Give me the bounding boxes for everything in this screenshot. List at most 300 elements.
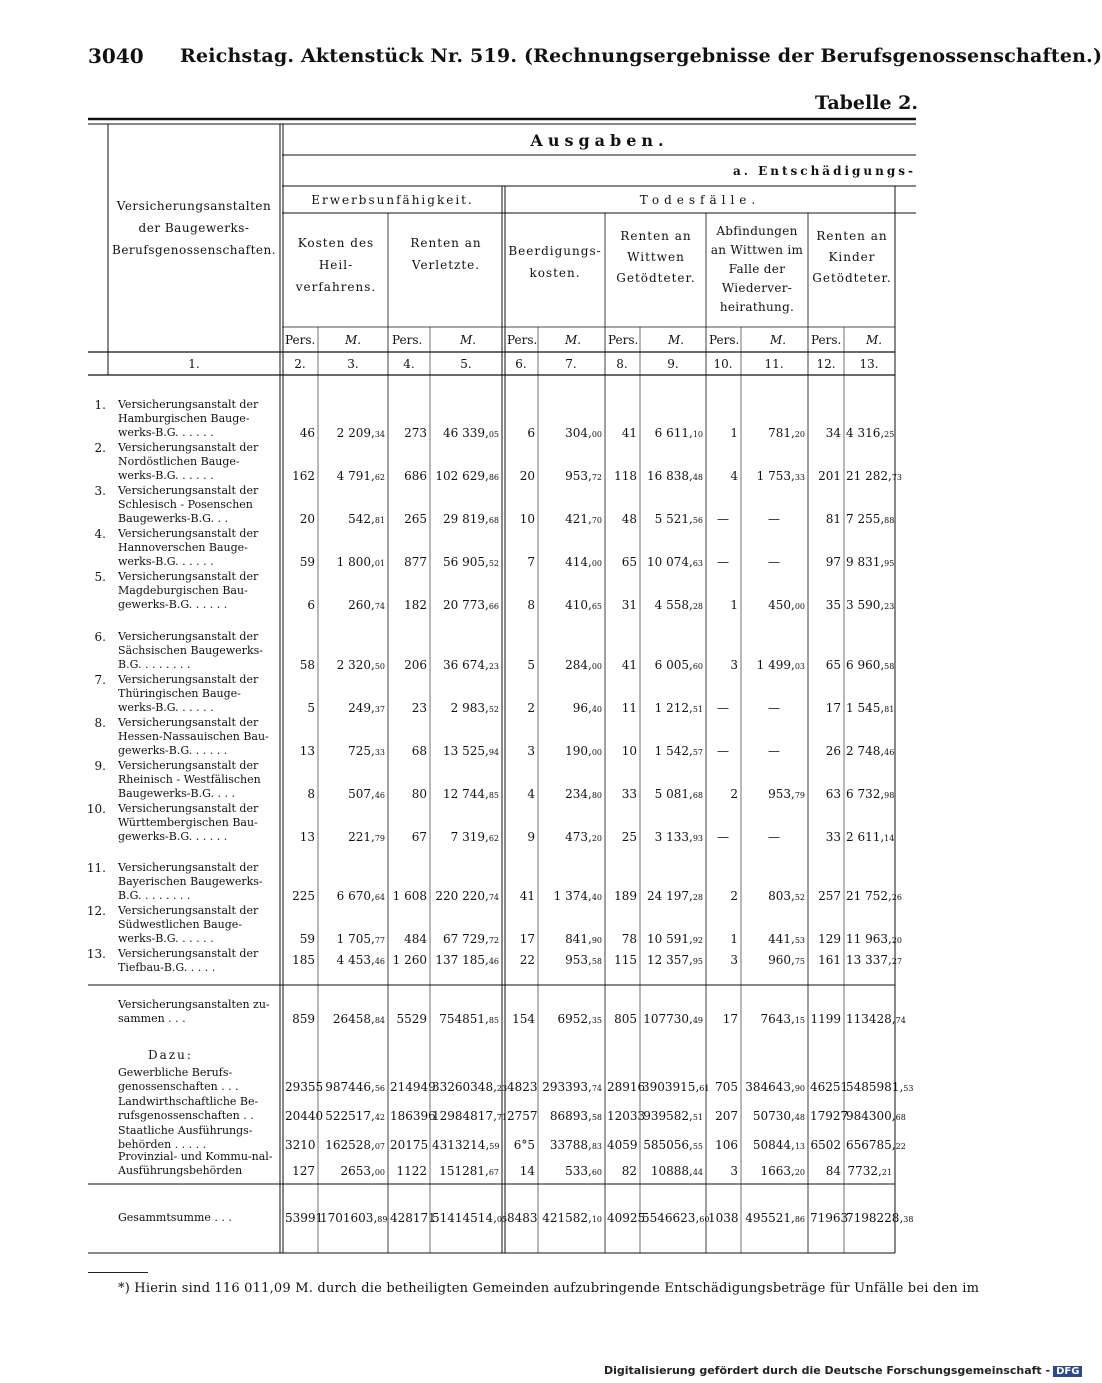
row-label: Versicherungsanstalt der Hessen-Nassauischen Bau-gewerks-B.G. . . . . . [118, 716, 269, 757]
table-row-cell: 1 705,77 [336, 932, 385, 946]
table-row-cell: 129 [818, 932, 841, 946]
total-row-cell: 17 [722, 1012, 738, 1026]
table-row-cell: 953,79 [768, 787, 805, 801]
dazu-row-cell: 86893,58 [549, 1109, 602, 1123]
footnote-rule [88, 1272, 148, 1273]
column-number: 9. [667, 357, 679, 371]
table-row-cell: 97 [825, 555, 841, 569]
table-row-cell: 8 [307, 787, 315, 801]
dazu-row-cell: 6°5 [513, 1138, 535, 1152]
table-row-cell: 1 [730, 426, 738, 440]
table-row-cell: 20 [519, 469, 535, 483]
table-row-cell: 686 [404, 469, 427, 483]
table-row-cell: 8 [527, 598, 535, 612]
grand-total-row-cell: 51414514,05 [432, 1211, 508, 1225]
grand-total-row-cell: 1701603,89 [320, 1211, 388, 1225]
unit-pers: Pers. [608, 333, 639, 347]
dazu-row-cell: 1663,20 [760, 1164, 805, 1178]
table-row-cell: 221,79 [348, 830, 385, 844]
table-row-cell: — [768, 555, 780, 569]
row-label: Gesammtsumme . . . [118, 1211, 232, 1224]
unit-mark: M. [866, 333, 883, 347]
dazu-row-cell: 7732,21 [847, 1164, 892, 1178]
grand-total-row-cell: 7198228,38 [846, 1211, 914, 1225]
table-row-cell: 725,33 [348, 744, 385, 758]
table-row-cell: 953,72 [565, 469, 602, 483]
table-row-cell: 4 453,46 [336, 953, 385, 967]
grand-total-row-cell: 428171 [390, 1211, 436, 1225]
table-row-cell: 225 [292, 889, 315, 903]
table-row-cell: 10 074,63 [647, 555, 703, 569]
table-row-cell: — [768, 512, 780, 526]
table-row-cell: 46 339,05 [443, 426, 499, 440]
dazu-row-cell: 17927 [810, 1109, 849, 1123]
grand-total-row-cell: 1038 [708, 1211, 739, 1225]
table-row-cell: 450,00 [768, 598, 805, 612]
table-row-cell: 20 [299, 512, 315, 526]
dazu-row-cell: 12033 [607, 1109, 646, 1123]
column-number: 11. [764, 357, 784, 371]
header-col-beerdigung: Beerdigungs-kosten. [508, 244, 602, 280]
table-row-cell: 78 [621, 932, 637, 946]
table-row-cell: 41 [621, 426, 637, 440]
table-row-cell: 542,81 [348, 512, 385, 526]
column-number: 6. [515, 357, 527, 371]
table-row-cell: 1 [730, 598, 738, 612]
header-col-abfindungen: Abfindungen an Wittwen im Falle der Wiederver-heirathung. [710, 224, 804, 314]
grand-total-row-cell: 53991 [285, 1211, 324, 1225]
row-label: Versicherungsanstalt der Thüringischen Bauge-werks-B.G. . . . . . [118, 673, 259, 714]
table-row-cell: 65 [825, 658, 841, 672]
table-row-cell: 22 [519, 953, 535, 967]
table-row-cell: — [717, 830, 729, 844]
table-row-cell: 410,65 [565, 598, 602, 612]
row-label: Versicherungsanstalt der Südwestlichen Bauge-werks-B.G. . . . . . [118, 904, 259, 945]
table-row-cell: 803,52 [768, 889, 805, 903]
credit-text: Digitalisierung gefördert durch die Deutsche Forschungsgemeinschaft - [604, 1364, 1051, 1377]
table-row-cell: 21 282,73 [846, 469, 902, 483]
table-row-cell: 234,80 [565, 787, 602, 801]
row-label: Versicherungsanstalt der Hamburgischen Bauge-werks-B.G. . . . . . [118, 398, 259, 439]
table-row-cell: 63 [825, 787, 841, 801]
dazu-row-cell: 46251 [810, 1080, 849, 1094]
table-row-cell: 473,20 [565, 830, 602, 844]
table-row-cell: 781,20 [768, 426, 805, 440]
table-row-cell: 2 209,34 [336, 426, 385, 440]
row-index: 13. [86, 947, 106, 961]
table-row-cell: — [717, 701, 729, 715]
dazu-row-cell: 4059 [607, 1138, 638, 1152]
table-row-cell: 7 255,88 [846, 512, 895, 526]
table-row-cell: 249,37 [348, 701, 385, 715]
table-row-cell: 2 320,50 [336, 658, 385, 672]
table-row-cell: 13 [299, 830, 315, 844]
column-number: 7. [565, 357, 577, 371]
dazu-row-cell: 384643,90 [745, 1080, 805, 1094]
table-row-cell: 189 [614, 889, 637, 903]
dazu-row-cell: 29355 [285, 1080, 324, 1094]
table-row-cell: 4 791,62 [336, 469, 385, 483]
total-row-cell: 154 [512, 1012, 535, 1026]
table-row-cell: 206 [404, 658, 427, 672]
unit-pers: Pers. [392, 333, 423, 347]
table-row-cell: 3 133,93 [654, 830, 703, 844]
table-row-cell: 68 [411, 744, 427, 758]
table-row-cell: 58 [299, 658, 315, 672]
table-row-cell: 260,74 [348, 598, 385, 612]
table-row-cell: 12 357,95 [647, 953, 703, 967]
row-label: Versicherungsanstalt der Württembergischen Bau-gewerks-B.G. . . . . . [118, 802, 259, 843]
unit-mark: M. [565, 333, 582, 347]
dazu-row-cell: 585056,55 [643, 1138, 703, 1152]
row-label: Provinzial- und Kommu-nal-Ausführungsbehörden [118, 1150, 273, 1177]
total-row-cell: 5529 [396, 1012, 427, 1026]
table-row-cell: — [768, 701, 780, 715]
dazu-row-cell: 33788,83 [549, 1138, 602, 1152]
table-row-cell: 96,40 [572, 701, 602, 715]
header-entschaedigungs: a. Entschädigungs- [732, 164, 916, 178]
page-number: 3040 [88, 44, 144, 68]
grand-total-row-cell: 8483 [507, 1211, 538, 1225]
table-row-cell: 31 [621, 598, 637, 612]
table-row-cell: 1 753,33 [756, 469, 805, 483]
header-todesfaelle: Todesfälle. [639, 193, 761, 207]
row-index: 3. [94, 484, 106, 498]
table-row-cell: 3 [730, 658, 738, 672]
row-label: Versicherungsanstalten zu-sammen . . . [118, 998, 270, 1025]
dazu-row-cell: 705 [715, 1080, 738, 1094]
total-row-cell: 26458,84 [332, 1012, 385, 1026]
table-row-cell: 9 [527, 830, 535, 844]
table-row-cell: 80 [411, 787, 427, 801]
column-number: 3. [347, 357, 359, 371]
table-row-cell: 1 260 [392, 953, 427, 967]
table-row-cell: 16 838,48 [647, 469, 703, 483]
dazu-row-cell: 10888,44 [650, 1164, 703, 1178]
table-row-cell: 1 374,40 [553, 889, 602, 903]
table-row-cell: 3 590,23 [846, 598, 895, 612]
header-col-renten-kinder: Renten an Kinder Getödteter. [812, 229, 892, 285]
dazu-row-cell: 82 [621, 1164, 637, 1178]
dazu-label: Dazu: [148, 1048, 193, 1062]
row-index: 6. [94, 630, 106, 644]
unit-pers: Pers. [811, 333, 842, 347]
table-row-cell: 1 212,51 [654, 701, 703, 715]
table-row-cell: 81 [825, 512, 841, 526]
table-row-cell: 17 [519, 932, 535, 946]
table-row-cell: 6 960,58 [846, 658, 895, 672]
table-row-cell: 12 744,85 [443, 787, 499, 801]
unit-pers: Pers. [709, 333, 740, 347]
row-index: 9. [94, 759, 106, 773]
dazu-row-cell: 4823 [507, 1080, 538, 1094]
row-label: Versicherungsanstalt der Magdeburgischen Bau-gewerks-B.G. . . . . . [118, 570, 259, 611]
dazu-row-cell: 186396 [390, 1109, 436, 1123]
row-index: 2. [94, 441, 106, 455]
dazu-row-cell: 987446,56 [325, 1080, 385, 1094]
table-row-cell: 5 081,68 [654, 787, 703, 801]
grand-total-row-cell: 71963 [810, 1211, 849, 1225]
table-row-cell: 161 [818, 953, 841, 967]
table-row-cell: 421,70 [565, 512, 602, 526]
table-row-cell: 59 [299, 555, 315, 569]
table-row-cell: 102 629,86 [435, 469, 499, 483]
table-row-cell: 41 [519, 889, 535, 903]
row-index: 11. [86, 861, 106, 875]
row-label: Staatliche Ausführungs-behörden . . . . . [118, 1124, 253, 1151]
table-row-cell: 185 [292, 953, 315, 967]
dazu-row-cell: 28916 [607, 1080, 646, 1094]
table-row-cell: 46 [299, 426, 315, 440]
table-row-cell: 59 [299, 932, 315, 946]
table-row-cell: 23 [411, 701, 427, 715]
grand-total-row-cell: 5546623,60 [642, 1211, 710, 1225]
table-row-cell: 10 591,92 [647, 932, 703, 946]
table-row-cell: 41 [621, 658, 637, 672]
table-row-cell: 6 005,60 [654, 658, 703, 672]
table-row-cell: 48 [621, 512, 637, 526]
table-row-cell: 4 558,28 [654, 598, 703, 612]
row-index: 4. [94, 527, 106, 541]
dazu-row-cell: 522517,42 [325, 1109, 385, 1123]
column-number: 5. [460, 357, 472, 371]
table-row-cell: 265 [404, 512, 427, 526]
table-row-cell: 11 [621, 701, 637, 715]
table-row-cell: 26 [825, 744, 841, 758]
row-label: Versicherungsanstalt der Bayerischen Baugewerks-B.G. . . . . . . . [118, 861, 263, 902]
table-row-cell: 5 521,56 [654, 512, 703, 526]
table-row-cell: 2 [730, 787, 738, 801]
table-row-cell: 1 [730, 932, 738, 946]
table-row-cell: 10 [621, 744, 637, 758]
table-row-cell: 34 [825, 426, 841, 440]
total-row-cell: 805 [614, 1012, 637, 1026]
dazu-row-cell: 151281,67 [439, 1164, 499, 1178]
dazu-row-cell: 84 [825, 1164, 841, 1178]
table-row-cell: 2 611,14 [846, 830, 895, 844]
table-row-cell: 7 [527, 555, 535, 569]
table-row-cell: 118 [614, 469, 637, 483]
table-row-cell: 20 773,66 [443, 598, 499, 612]
table-row-cell: 25 [621, 830, 637, 844]
grand-total-row-cell: 495521,86 [745, 1211, 805, 1225]
table-row-cell: 13 337,27 [846, 953, 902, 967]
table-row-cell: 137 185,46 [435, 953, 499, 967]
table-row-cell: 2 983,52 [450, 701, 499, 715]
dazu-row-cell: 3 [730, 1164, 738, 1178]
table-row-cell: 162 [292, 469, 315, 483]
total-row-cell: 113428,74 [846, 1012, 906, 1026]
table-row-cell: 35 [825, 598, 841, 612]
table-row-cell: 4 [527, 787, 535, 801]
unit-mark: M. [460, 333, 477, 347]
table-row-cell: 67 [411, 830, 427, 844]
table-row-cell: 201 [818, 469, 841, 483]
dazu-row-cell: 4313214,59 [432, 1138, 500, 1152]
row-index: 8. [94, 716, 106, 730]
dazu-row-cell: 162528,07 [325, 1138, 385, 1152]
table-row-cell: 4 [730, 469, 738, 483]
dazu-row-cell: 12984817,71 [432, 1109, 508, 1123]
table-row-cell: 414,00 [565, 555, 602, 569]
table-row-cell: — [717, 744, 729, 758]
table-row-cell: 877 [404, 555, 427, 569]
table-row-cell: 4 316,25 [846, 426, 895, 440]
dfg-logo: DFG [1053, 1366, 1082, 1377]
table-row-cell: — [717, 555, 729, 569]
unit-pers: Pers. [285, 333, 316, 347]
header-col-renten-verletzte: Renten an Verletzte. [410, 236, 482, 272]
table-row-cell: 36 674,23 [443, 658, 499, 672]
row-index: 7. [94, 673, 106, 687]
table-row-cell: 953,58 [565, 953, 602, 967]
total-row-cell: 754851,85 [439, 1012, 499, 1026]
table-row-cell: 1 499,03 [756, 658, 805, 672]
total-row-cell: 107730,49 [643, 1012, 703, 1026]
table-row-cell: 273 [404, 426, 427, 440]
row-label: Versicherungsanstalt der Hannoverschen Bauge-werks-B.G. . . . . . [118, 527, 259, 568]
table-row-cell: 21 752,26 [846, 889, 902, 903]
dazu-row-cell: 14 [519, 1164, 535, 1178]
table-row-cell: 33 [621, 787, 637, 801]
dazu-row-cell: 106 [715, 1138, 738, 1152]
dazu-row-cell: 214949 [390, 1080, 436, 1094]
table-row-cell: 24 197,28 [647, 889, 703, 903]
header-erwerbsunfaehigkeit: Erwerbsunfähigkeit. [311, 193, 474, 207]
unit-mark: M. [668, 333, 685, 347]
table-row-cell: 284,00 [565, 658, 602, 672]
table-row-cell: 182 [404, 598, 427, 612]
column-number: 12. [816, 357, 836, 371]
dazu-row-cell: 939582,51 [643, 1109, 703, 1123]
row-label: Versicherungsanstalt der Tiefbau-B.G. . . . . [118, 947, 259, 974]
row-label: Versicherungsanstalt der Nordöstlichen Bauge-werks-B.G. . . . . . [118, 441, 259, 482]
unit-mark: M. [345, 333, 362, 347]
table-row-cell: 17 [825, 701, 841, 715]
table-row-cell: 7 319,62 [450, 830, 499, 844]
table-row-cell: 67 729,72 [443, 932, 499, 946]
table-row-cell: 507,46 [348, 787, 385, 801]
grand-total-row-cell: 40925 [607, 1211, 646, 1225]
dazu-row-cell: 984300,68 [846, 1109, 906, 1123]
row-index: 12. [86, 904, 106, 918]
table-row-cell: 6 611,10 [654, 426, 703, 440]
row-index: 10. [86, 802, 106, 816]
table-row-cell: 841,90 [565, 932, 602, 946]
table-row-cell: 3 [527, 744, 535, 758]
table-row-cell: 1 542,57 [654, 744, 703, 758]
table-row-cell: 3 [730, 953, 738, 967]
dazu-row-cell: 6502 [810, 1138, 841, 1152]
table-row-cell: 9 831,95 [846, 555, 895, 569]
dazu-row-cell: 293393,74 [542, 1080, 602, 1094]
header-col1: Versicherungsanstalten der Baugewerks-Berufsgenossenschaften. [112, 199, 277, 257]
table-row-cell: 11 963,20 [846, 932, 902, 946]
row-label: Versicherungsanstalt der Sächsischen Baugewerks-B.G. . . . . . . . [118, 630, 263, 671]
digitization-credit [604, 1364, 1082, 1377]
table-row-cell: 1 545,81 [846, 701, 895, 715]
total-row-cell: 1199 [810, 1012, 841, 1026]
dazu-row-cell: 33260348,23 [432, 1080, 508, 1094]
unit-mark: M. [770, 333, 787, 347]
table-row-cell: — [768, 744, 780, 758]
footnote: *) Hierin sind 116 011,09 M. durch die betheiligten Gemeinden aufzubringende Entschädigungsbeträge für Unfälle bei den im [118, 1281, 980, 1296]
dazu-row-cell: 50730,48 [752, 1109, 805, 1123]
grand-total-row-cell: 421582,10 [542, 1211, 602, 1225]
table-row-cell: 5 [307, 701, 315, 715]
dazu-row-cell: 656785,22 [846, 1138, 906, 1152]
dazu-row-cell: 3210 [285, 1138, 316, 1152]
row-label: Gewerbliche Berufs-genossenschaften . . . [118, 1066, 239, 1093]
row-label: Versicherungsanstalt der Schlesisch - Posenschen Baugewerks-B.G. . . [118, 484, 259, 525]
dazu-row-cell: 533,60 [565, 1164, 602, 1178]
table-row-cell: 65 [621, 555, 637, 569]
table-row-cell: 190,00 [565, 744, 602, 758]
dazu-row-cell: 50844,13 [752, 1138, 805, 1152]
table-row-cell: 6 732,98 [846, 787, 895, 801]
table-row-cell: 6 670,64 [336, 889, 385, 903]
table-row-cell: 304,00 [565, 426, 602, 440]
column-number: 1. [188, 357, 200, 371]
table-row-cell: 960,75 [768, 953, 805, 967]
table-row-cell: 6 [527, 426, 535, 440]
table-row-cell: 257 [818, 889, 841, 903]
dazu-row-cell: 2653,00 [340, 1164, 385, 1178]
column-number: 13. [859, 357, 879, 371]
row-label: Versicherungsanstalt der Rheinisch - Westfälischen Baugewerks-B.G. . . . [118, 759, 261, 800]
table-row-cell: 1 608 [392, 889, 427, 903]
row-index: 5. [94, 570, 106, 584]
table-row-cell: 1 800,01 [336, 555, 385, 569]
dazu-row-cell: 5485981,53 [846, 1080, 914, 1094]
unit-pers: Pers. [507, 333, 538, 347]
table-row-cell: 10 [519, 512, 535, 526]
total-row-cell: 7643,15 [760, 1012, 805, 1026]
total-row-cell: 859 [292, 1012, 315, 1026]
row-index: 1. [94, 398, 106, 412]
table-row-cell: 2 [730, 889, 738, 903]
table-row-cell: 220 220,74 [435, 889, 499, 903]
header-col-heil: Kosten des Heil-verfahrens. [295, 236, 377, 294]
table-row-cell: 2 [527, 701, 535, 715]
table-label: Tabelle 2. [815, 92, 918, 114]
dazu-row-cell: 3903915,61 [642, 1080, 710, 1094]
table-row-cell: 2 748,46 [846, 744, 895, 758]
header-ausgaben: Ausgaben. [530, 131, 669, 150]
table-row-cell: 484 [404, 932, 427, 946]
row-label: Landwirthschaftliche Be-rufsgenossenschaften . . [118, 1095, 259, 1122]
column-number: 10. [713, 357, 733, 371]
table-row-cell: 441,53 [768, 932, 805, 946]
column-number: 4. [403, 357, 415, 371]
table-row-cell: 13 525,94 [443, 744, 499, 758]
page-title: Reichstag. Aktenstück Nr. 519. (Rechnungsergebnisse der Berufsgenossenschaften.) [180, 45, 1102, 67]
table-row-cell: — [717, 512, 729, 526]
table-row-cell: 13 [299, 744, 315, 758]
column-number: 2. [294, 357, 306, 371]
table-row-cell: — [768, 830, 780, 844]
table-row-cell: 29 819,68 [443, 512, 499, 526]
dazu-row-cell: 2757 [507, 1109, 538, 1123]
dazu-row-cell: 127 [292, 1164, 315, 1178]
dazu-row-cell: 20175 [390, 1138, 429, 1152]
column-number: 8. [616, 357, 628, 371]
table-row-cell: 6 [307, 598, 315, 612]
total-row-cell: 6952,35 [557, 1012, 602, 1026]
table-row-cell: 56 905,52 [443, 555, 499, 569]
dazu-row-cell: 207 [715, 1109, 738, 1123]
table-row-cell: 33 [825, 830, 841, 844]
